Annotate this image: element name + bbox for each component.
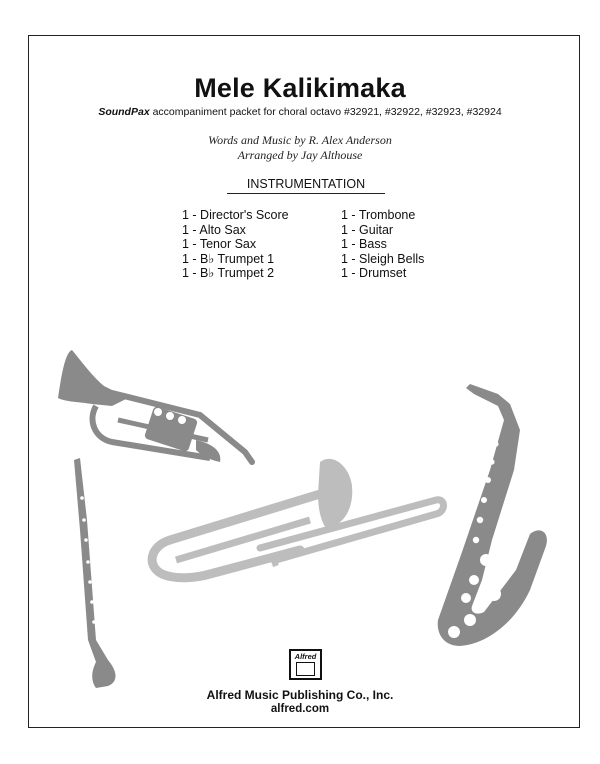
- instrument-item: 1 - Guitar: [341, 222, 394, 237]
- publisher-name: Alfred Music Publishing Co., Inc.: [206, 688, 394, 702]
- subtitle-brand: SoundPax: [98, 106, 150, 118]
- trombone-icon: [152, 459, 443, 578]
- clarinet-icon: [74, 458, 116, 688]
- credit-arranged: Arranged by Jay Althouse: [237, 148, 363, 162]
- instrument-item: 1 - Trombone: [341, 208, 416, 222]
- instrument-item: 1 - Sleigh Bells: [341, 251, 425, 266]
- instrument-item: 1 - Director's Score: [182, 208, 289, 222]
- credit-words-music: Words and Music by R. Alex Anderson: [208, 133, 392, 147]
- logo-text: Alfred: [294, 652, 317, 661]
- instrument-item: 1 - Tenor Sax: [182, 237, 257, 252]
- instrument-item: 1 - B♭ Trumpet 1: [182, 251, 275, 266]
- instrument-item: 1 - Alto Sax: [182, 222, 246, 237]
- instrument-item: 1 - B♭ Trumpet 2: [182, 266, 275, 281]
- saxophone-icon: [438, 384, 547, 646]
- logo-mark-icon: [296, 662, 315, 676]
- subtitle-text: accompaniment packet for choral octavo #32921, #32922, #32923, #32924: [149, 106, 502, 118]
- page-title: Mele Kalikimaka: [194, 73, 406, 103]
- instrument-item: 1 - Bass: [341, 237, 387, 252]
- instrument-item: 1 - Drumset: [341, 266, 407, 281]
- trumpet-icon: [58, 350, 252, 462]
- alfred-logo: [289, 649, 322, 680]
- instrumentation-heading: INSTRUMENTATION: [227, 177, 385, 194]
- publisher-website: alfred.com: [270, 703, 330, 715]
